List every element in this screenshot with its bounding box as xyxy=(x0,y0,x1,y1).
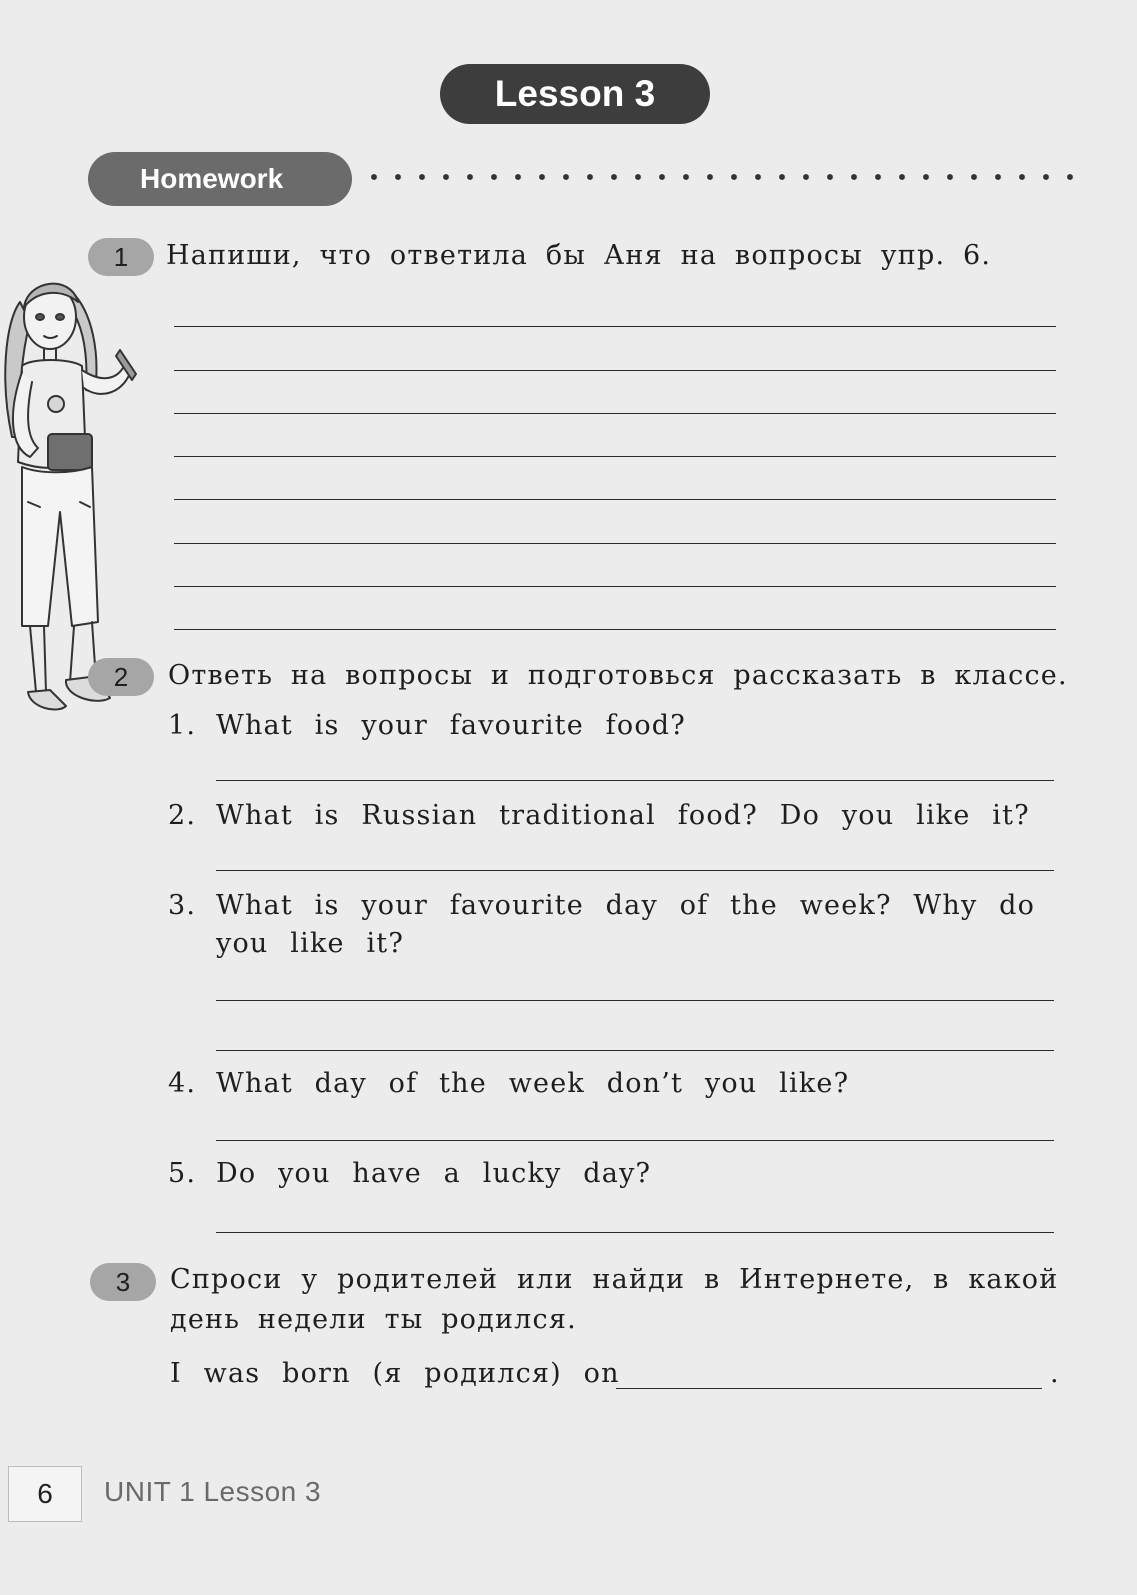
question-number: 3. xyxy=(168,890,197,921)
answer-line[interactable] xyxy=(216,1232,1054,1233)
lesson-title-pill xyxy=(440,64,710,124)
exercise-2-badge xyxy=(88,658,154,696)
question-number: 1. xyxy=(168,710,197,741)
exercise-3-badge xyxy=(90,1263,156,1301)
exercise-2-instruction: Ответь на вопросы и подготовься рассказать в классе. xyxy=(168,660,1068,691)
page-number: 6 xyxy=(37,1478,53,1509)
answer-line[interactable] xyxy=(174,413,1056,414)
question-number: 4. xyxy=(168,1068,197,1099)
question-text-continued: you like it? xyxy=(216,928,405,959)
question-text: What is your favourite day of the week? Why do xyxy=(216,890,1036,921)
answer-line[interactable] xyxy=(174,499,1056,500)
answer-line[interactable] xyxy=(174,326,1056,327)
running-title: UNIT 1 Lesson 3 xyxy=(104,1476,322,1507)
answer-line[interactable] xyxy=(174,456,1056,457)
answer-line[interactable] xyxy=(174,370,1056,371)
question-text: Do you have a lucky day? xyxy=(216,1158,652,1189)
question-number: 5. xyxy=(168,1158,197,1189)
birth-day-answer-line[interactable] xyxy=(616,1388,1042,1389)
question-text: What is your favourite food? xyxy=(216,710,686,741)
exercise-1-number: 1 xyxy=(113,241,129,272)
exercise-1-badge xyxy=(88,238,154,276)
dotted-divider xyxy=(362,172,1082,182)
question-number: 2. xyxy=(168,800,197,831)
lesson-title: Lesson 3 xyxy=(494,73,656,114)
exercise-3-instruction-line1: Спроси у родителей или найди в Интернете, в какой xyxy=(170,1264,1059,1295)
birth-day-prompt: I was born (я родился) on xyxy=(170,1358,620,1389)
answer-line[interactable] xyxy=(216,870,1054,871)
answer-line[interactable] xyxy=(216,780,1054,781)
question-text: What day of the week don’t you like? xyxy=(216,1068,850,1099)
exercise-3-number: 3 xyxy=(115,1266,131,1297)
answer-line[interactable] xyxy=(174,586,1056,587)
exercise-3-instruction-line2: день недели ты родился. xyxy=(170,1304,577,1335)
sentence-period: . xyxy=(1050,1358,1060,1389)
exercise-2-number: 2 xyxy=(113,661,129,692)
exercise-1-instruction: Напиши, что ответила бы Аня на вопросы упр. 6. xyxy=(166,240,992,271)
page-number-box xyxy=(8,1466,82,1522)
answer-line[interactable] xyxy=(174,629,1056,630)
homework-section-pill xyxy=(88,152,352,206)
answer-line[interactable] xyxy=(216,1000,1054,1001)
section-label: Homework xyxy=(140,163,284,194)
answer-line[interactable] xyxy=(174,543,1056,544)
answer-line[interactable] xyxy=(216,1050,1054,1051)
answer-line[interactable] xyxy=(216,1140,1054,1141)
question-text: What is Russian traditional food? Do you like it? xyxy=(216,800,1030,831)
